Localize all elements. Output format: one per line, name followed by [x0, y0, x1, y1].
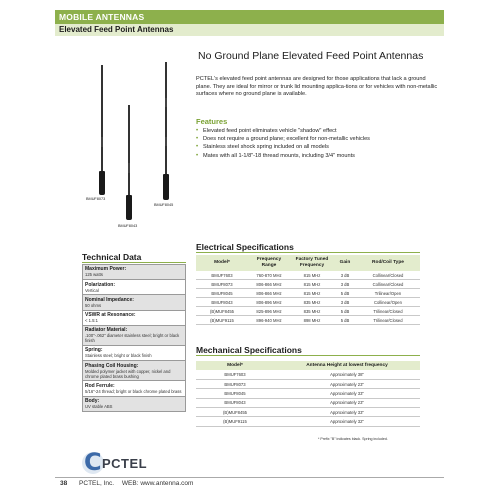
- antenna-product-image: [80, 55, 190, 240]
- column-header: Model*: [196, 361, 274, 370]
- tech-section: Rod Ferrule: 5/16"-24 thread; bright or black chrome plated brass: [83, 381, 185, 396]
- technical-data-box: [82, 264, 186, 412]
- electrical-specs-heading: Electrical Specifications: [196, 242, 294, 252]
- intro-paragraph: PCTEL's elevated feed point antennas are designed for those applications that lack a ground plane. They are ideal for mirror or trunk lid mounting applica-tions or for vehicles with non-metallic surfaces where no ground plane is available.: [196, 76, 438, 98]
- table-row: BMUF8073 806-866 MHz 815 MHz 3 dB Collinear/Closed: [196, 280, 420, 289]
- tech-section: Polarization: Vertical: [83, 280, 185, 295]
- website-link[interactable]: WEB: www.antenna.com: [121, 480, 194, 487]
- column-header: Model*: [196, 255, 248, 271]
- divider: [196, 252, 420, 253]
- table-header-row: [196, 255, 420, 271]
- feature-item: • Stainless steel shock spring included on all models: [196, 143, 446, 151]
- table-row: BMUF7603 Approximately 38": [196, 370, 420, 379]
- footer: [60, 480, 193, 487]
- subcategory-label: Elevated Feed Point Antennas: [55, 24, 444, 36]
- table-row: (B)MUF8455 825-896 MHz 835 MHz 5 dB Trilinear/Closed: [196, 307, 420, 316]
- category-label: MOBILE ANTENNAS: [59, 12, 145, 22]
- mechanical-specs-table: [196, 361, 420, 427]
- company-name: PCTEL, Inc.: [79, 480, 115, 487]
- table-row: BMUF8045 Approximately 33": [196, 389, 420, 398]
- feature-item: • Does not require a ground plane; excellent for non-metallic vehicles: [196, 135, 446, 143]
- tech-section: Body: UV stable ABS: [83, 397, 185, 411]
- column-header: Gain: [334, 255, 356, 271]
- feature-item: • Elevated feed point eliminates vehicle "shadow" effect: [196, 127, 446, 135]
- page-title: No Ground Plane Elevated Feed Point Antennas: [198, 50, 424, 62]
- antenna-bmuf8043: [124, 105, 134, 220]
- features-heading: Features: [196, 117, 228, 126]
- table-header-row: [196, 361, 420, 370]
- column-header: Factory Tuned Frequency: [290, 255, 334, 271]
- column-header: Rod/Coil Type: [356, 255, 420, 271]
- tech-section: Maximum Power: 125 watts: [83, 265, 185, 280]
- table-row: BMUF8043 Approximately 23": [196, 398, 420, 407]
- table-row: (B)MUF8455 Approximately 33": [196, 408, 420, 417]
- tech-section: VSWR at Resonance: < 1.5:1: [83, 311, 185, 326]
- logo-text: PCTEL: [102, 456, 148, 471]
- antenna-bmuf8045: [161, 62, 171, 200]
- antenna-label: BMUF8045: [154, 203, 174, 207]
- divider: [82, 262, 186, 263]
- table-row: BMUF8043 806-896 MHz 835 MHz 3 dB Collinear/Open: [196, 298, 420, 307]
- logo-c-icon: C: [84, 448, 102, 476]
- page-number: 38: [60, 480, 68, 487]
- tech-section: Spring: Stainless steel; bright or black finish: [83, 346, 185, 361]
- antenna-label: BMUF8043: [118, 224, 138, 228]
- antenna-label: BMUF8073: [86, 197, 106, 201]
- pctel-logo: [82, 448, 162, 476]
- divider: [196, 355, 420, 356]
- technical-data-heading: Technical Data: [82, 252, 142, 262]
- table-row: (B)MUF9115 896-940 MHz 898 MHz 5 dB Trilinear/Closed: [196, 316, 420, 325]
- table-row: BMUF8073 Approximately 23": [196, 379, 420, 388]
- feature-item: • Mates with all 1-1/8"-18 thread mounts, including 3/4" mounts: [196, 152, 446, 160]
- column-header: Antenna Height at lowest frequency: [274, 361, 420, 370]
- tech-section: Radiator Material: .100"-.062" diameter stainless steel; bright or black finish: [83, 326, 185, 346]
- antenna-bmuf8073: [97, 65, 107, 195]
- table-row: BMUF8045 806-866 MHz 815 MHz 5 dB Trilinear/Open: [196, 289, 420, 298]
- footnote: * Prefix "B" indicates black. Spring included.: [318, 437, 388, 441]
- column-header: Frequency Range: [248, 255, 290, 271]
- header-band: [55, 10, 444, 36]
- tech-section: Nominal Impedance: 50 ohms: [83, 295, 185, 310]
- mechanical-specs-heading: Mechanical Specifications: [196, 345, 302, 355]
- table-row: BMUF7603 760-870 MHz 815 MHz 3 dB Collinear/Closed: [196, 271, 420, 280]
- footer-divider: [55, 477, 444, 478]
- tech-section: Phasing Coil Housing: Molded polymer jacket with copper, nickel and chrome plated brass bushing: [83, 361, 185, 381]
- table-row: (B)MUF9115 Approximately 32": [196, 417, 420, 426]
- electrical-specs-table: [196, 255, 420, 325]
- features-list: [196, 127, 446, 160]
